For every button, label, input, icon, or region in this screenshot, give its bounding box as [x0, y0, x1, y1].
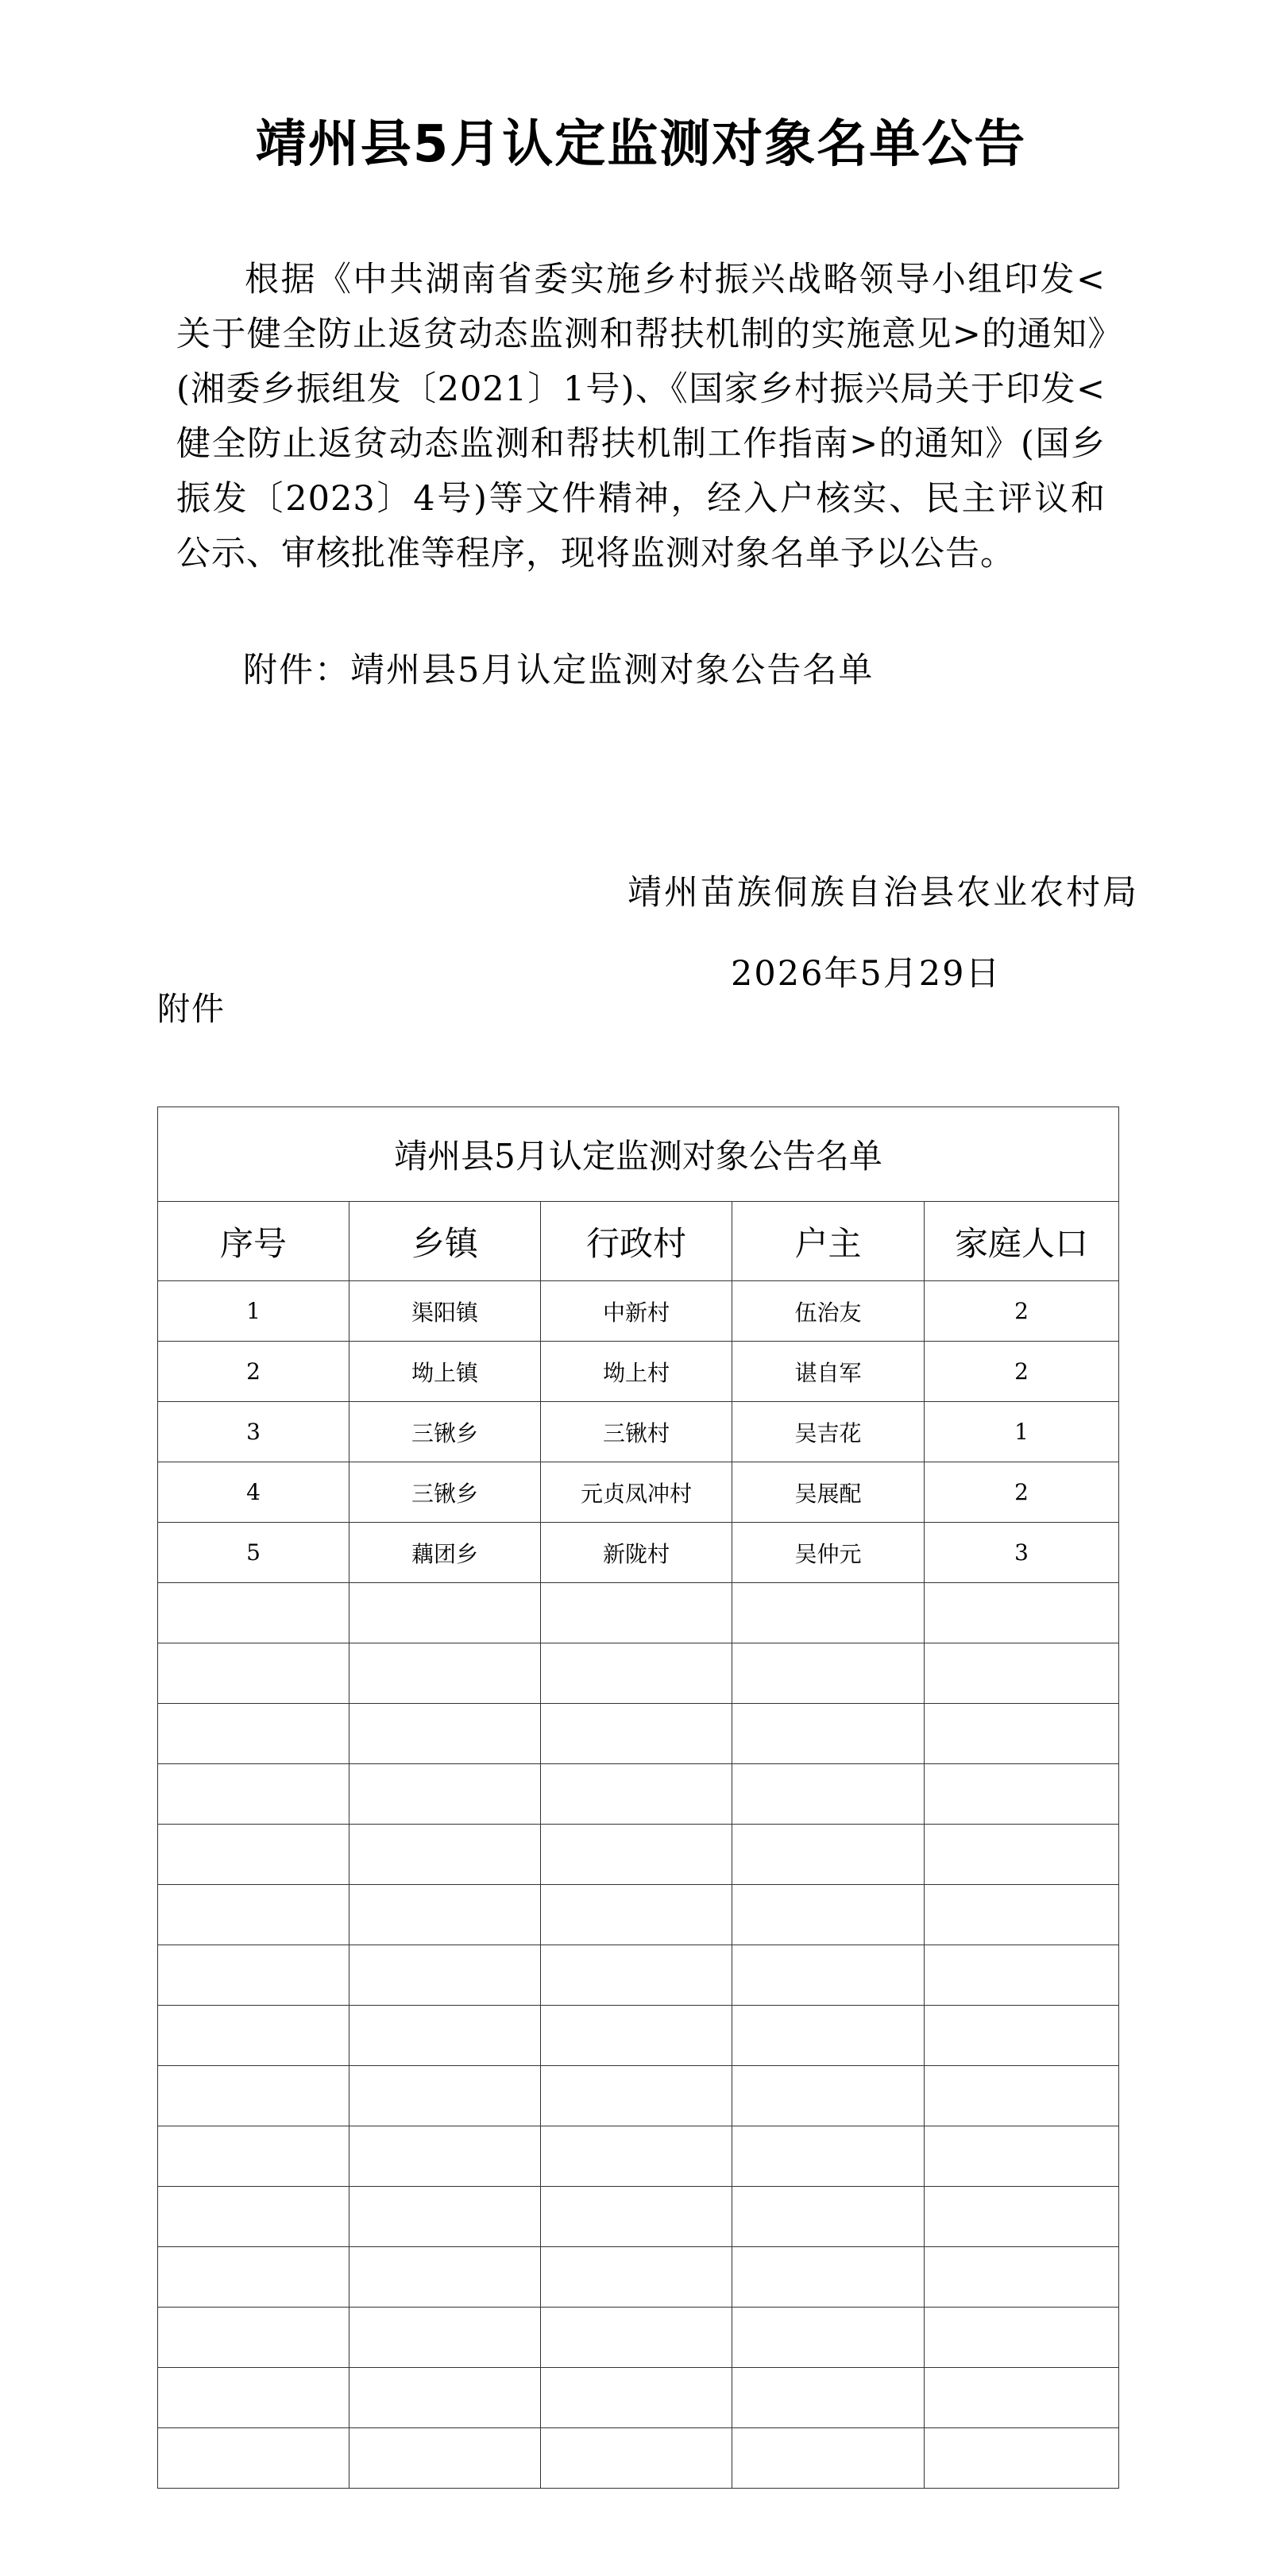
- empty-cell: [925, 1885, 1119, 1945]
- empty-table-row: [158, 2308, 1119, 2368]
- empty-cell: [349, 1583, 541, 1643]
- empty-cell: [925, 2428, 1119, 2489]
- empty-cell: [349, 2428, 541, 2489]
- table-row: [158, 1342, 1119, 1402]
- table-row: [158, 1402, 1119, 1462]
- cell-householder: 吴展配: [732, 1462, 925, 1523]
- empty-cell: [541, 2368, 732, 2428]
- empty-table-row: [158, 1945, 1119, 2006]
- empty-table-row: [158, 1643, 1119, 1704]
- empty-cell: [732, 2428, 925, 2489]
- empty-table-row: [158, 2126, 1119, 2187]
- empty-cell: [925, 1704, 1119, 1764]
- cell-village: 三锹村: [541, 1402, 732, 1462]
- empty-cell: [349, 1885, 541, 1945]
- empty-cell: [732, 1764, 925, 1825]
- header-village: 行政村: [541, 1202, 732, 1281]
- empty-cell: [158, 2247, 349, 2308]
- empty-cell: [349, 1945, 541, 2006]
- empty-cell: [732, 2247, 925, 2308]
- empty-cell: [732, 1583, 925, 1643]
- empty-cell: [158, 1764, 349, 1825]
- empty-cell: [925, 2187, 1119, 2247]
- cell-household-size: 3: [925, 1523, 1119, 1583]
- empty-table-row: [158, 2066, 1119, 2126]
- empty-cell: [732, 2187, 925, 2247]
- empty-cell: [158, 2126, 349, 2187]
- body-paragraph: 根据《中共湖南省委实施乡村振兴战略领导小组印发<关于健全防止返贫动态监测和帮扶机制的实施意见>的通知》(湘委乡振组发〔2021〕1号)、《国家乡村振兴局关于印发<健全防止返贫动态监测和帮扶机制工作指南>的通知》(国乡振发〔2023〕4号)等文件精神，经入户核实、民主评议和公示、审核批准等程序，现将监测对象名单予以公告。: [176, 260, 1106, 574]
- empty-cell: [541, 1643, 732, 1704]
- empty-cell: [541, 2428, 732, 2489]
- empty-table-row: [158, 2006, 1119, 2066]
- empty-cell: [158, 1643, 349, 1704]
- empty-cell: [732, 1643, 925, 1704]
- empty-cell: [541, 1945, 732, 2006]
- empty-cell: [541, 2187, 732, 2247]
- signature-date: 2026年5月29日: [731, 954, 1002, 994]
- cell-index: 1: [158, 1281, 349, 1342]
- empty-cell: [541, 2066, 732, 2126]
- cell-village: 元贞凤冲村: [541, 1462, 732, 1523]
- table-header-row: [158, 1202, 1119, 1281]
- empty-cell: [732, 2308, 925, 2368]
- table-row: [158, 1281, 1119, 1342]
- empty-cell: [925, 1764, 1119, 1825]
- empty-cell: [925, 2006, 1119, 2066]
- empty-cell: [925, 2247, 1119, 2308]
- attachment-note: 附件：靖州县5月认定监测对象公告名单: [243, 651, 875, 690]
- cell-household-size: 2: [925, 1462, 1119, 1523]
- cell-household-size: 2: [925, 1342, 1119, 1402]
- empty-cell: [732, 1704, 925, 1764]
- empty-cell: [925, 2066, 1119, 2126]
- empty-table-row: [158, 1885, 1119, 1945]
- page-title: 靖州县5月认定监测对象名单公告: [255, 115, 1027, 174]
- empty-cell: [158, 2368, 349, 2428]
- empty-cell: [925, 1825, 1119, 1885]
- cell-township: 三锹乡: [349, 1462, 541, 1523]
- header-index: 序号: [158, 1202, 349, 1281]
- cell-index: 2: [158, 1342, 349, 1402]
- empty-cell: [925, 2126, 1119, 2187]
- empty-cell: [158, 2428, 349, 2489]
- empty-table-row: [158, 2368, 1119, 2428]
- empty-cell: [925, 2368, 1119, 2428]
- empty-cell: [349, 1825, 541, 1885]
- empty-cell: [349, 2308, 541, 2368]
- table-caption-row: [158, 1107, 1119, 1202]
- signature-organization: 靖州苗族侗族自治县农业农村局: [627, 873, 1139, 913]
- cell-township: 渠阳镇: [349, 1281, 541, 1342]
- empty-cell: [541, 1583, 732, 1643]
- empty-cell: [732, 2066, 925, 2126]
- empty-cell: [541, 1825, 732, 1885]
- empty-cell: [925, 1643, 1119, 1704]
- table-caption: 靖州县5月认定监测对象公告名单: [158, 1107, 1119, 1202]
- cell-township: 坳上镇: [349, 1342, 541, 1402]
- empty-table-row: [158, 1825, 1119, 1885]
- monitoring-list-table: [157, 1106, 1118, 2489]
- empty-cell: [158, 1945, 349, 2006]
- cell-village: 新陇村: [541, 1523, 732, 1583]
- empty-cell: [349, 2187, 541, 2247]
- empty-cell: [349, 1764, 541, 1825]
- empty-cell: [349, 1643, 541, 1704]
- cell-householder: 伍治友: [732, 1281, 925, 1342]
- empty-cell: [158, 1885, 349, 1945]
- empty-cell: [349, 2066, 541, 2126]
- empty-cell: [349, 2247, 541, 2308]
- cell-village: 中新村: [541, 1281, 732, 1342]
- empty-cell: [732, 2006, 925, 2066]
- cell-householder: 吴仲元: [732, 1523, 925, 1583]
- empty-cell: [732, 1945, 925, 2006]
- cell-township: 藕团乡: [349, 1523, 541, 1583]
- empty-table-row: [158, 2247, 1119, 2308]
- table-row: [158, 1523, 1119, 1583]
- empty-cell: [732, 1885, 925, 1945]
- empty-cell: [541, 2006, 732, 2066]
- empty-table-row: [158, 2428, 1119, 2489]
- empty-table-row: [158, 1704, 1119, 1764]
- empty-cell: [732, 1825, 925, 1885]
- empty-cell: [158, 2066, 349, 2126]
- empty-cell: [349, 2006, 541, 2066]
- empty-table-row: [158, 1764, 1119, 1825]
- header-householder: 户主: [732, 1202, 925, 1281]
- header-township: 乡镇: [349, 1202, 541, 1281]
- empty-cell: [349, 2368, 541, 2428]
- empty-cell: [158, 2006, 349, 2066]
- empty-cell: [158, 2308, 349, 2368]
- cell-household-size: 1: [925, 1402, 1119, 1462]
- cell-township: 三锹乡: [349, 1402, 541, 1462]
- empty-cell: [541, 1704, 732, 1764]
- empty-cell: [158, 1583, 349, 1643]
- attachment-label: 附件: [157, 990, 226, 1028]
- cell-index: 5: [158, 1523, 349, 1583]
- cell-householder: 吴吉花: [732, 1402, 925, 1462]
- empty-cell: [541, 1764, 732, 1825]
- cell-household-size: 2: [925, 1281, 1119, 1342]
- cell-householder: 谌自军: [732, 1342, 925, 1402]
- empty-cell: [158, 1825, 349, 1885]
- cell-index: 3: [158, 1402, 349, 1462]
- empty-cell: [158, 2187, 349, 2247]
- empty-cell: [925, 1945, 1119, 2006]
- empty-table-row: [158, 1583, 1119, 1643]
- empty-cell: [541, 2308, 732, 2368]
- empty-cell: [349, 1704, 541, 1764]
- empty-cell: [158, 1704, 349, 1764]
- cell-village: 坳上村: [541, 1342, 732, 1402]
- header-household-size: 家庭人口: [925, 1202, 1119, 1281]
- cell-index: 4: [158, 1462, 349, 1523]
- empty-cell: [732, 2368, 925, 2428]
- body-text: [176, 253, 1106, 581]
- table-row: [158, 1462, 1119, 1523]
- empty-cell: [541, 1885, 732, 1945]
- empty-cell: [541, 2247, 732, 2308]
- empty-cell: [925, 2308, 1119, 2368]
- empty-table-row: [158, 2187, 1119, 2247]
- empty-cell: [925, 1583, 1119, 1643]
- empty-cell: [349, 2126, 541, 2187]
- empty-cell: [541, 2126, 732, 2187]
- empty-cell: [732, 2126, 925, 2187]
